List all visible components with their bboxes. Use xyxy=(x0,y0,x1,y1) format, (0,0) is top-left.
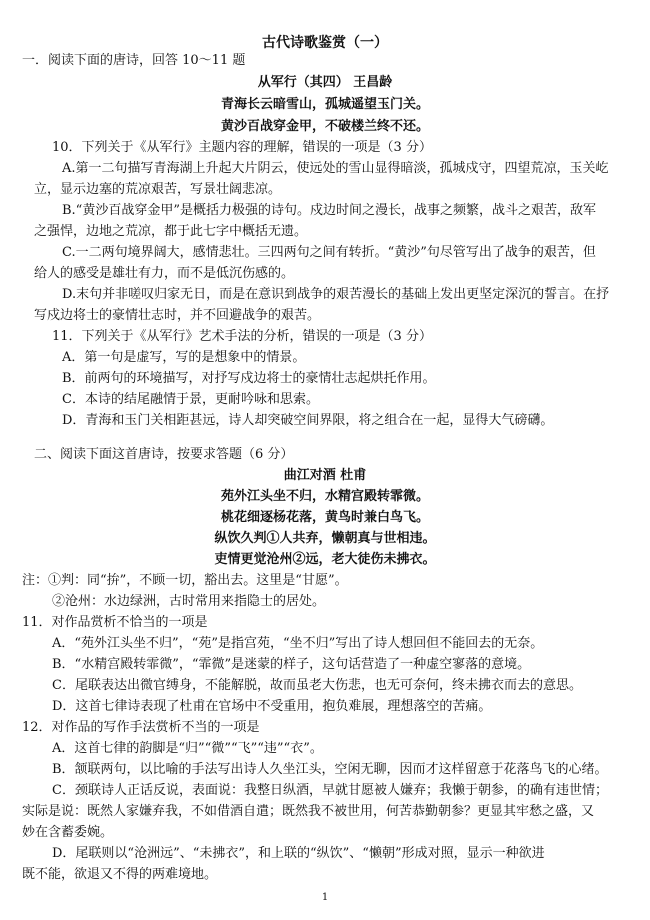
q12-stem: 12．对作品的写作手法赏析不当的一项是 xyxy=(22,720,260,735)
q11a-option-d: D．青海和玉门关相距甚远，诗人却突破空间界限，将之组合在一起，显得大气磅礴。 xyxy=(62,413,554,428)
q10-option-b-cont: 之强悍，边地之荒凉，都于此七字中概括无遗。 xyxy=(34,224,308,239)
q10-option-d: D.末句并非嗟叹归家无日，而是在意识到战争的艰苦漫长的基础上发出更坚定深沉的誓言。在抒 xyxy=(62,287,610,302)
note-1: 注：①判：同“拚”，不顾一切，豁出去。这里是“甘愿”。 xyxy=(22,573,348,588)
q10-option-a-cont: 立，显示边塞的荒凉艰苦，写景壮阔悲凉。 xyxy=(34,182,282,197)
document-title: 古代诗歌鉴赏（一） xyxy=(262,35,388,51)
poem2-line-3: 纵饮久判①人共弃，懒朝真与世相违。 xyxy=(214,531,436,546)
poem1-line-2: 黄沙百战穿金甲，不破楼兰终不还。 xyxy=(220,119,429,134)
q10-stem: 10．下列关于《从军行》主题内容的理解，错误的一项是（3 分） xyxy=(52,140,432,155)
page-number: 1 xyxy=(321,892,329,903)
q12-option-c-cont-1: 实际是说：既然人家嫌弃我，不如借酒自遣；既然我不被世用，何苦恭勤朝参？更显其牢愁之盛，又 xyxy=(22,804,595,819)
q11b-option-c: C．尾联表达出微官缚身，不能解脱，故而虽老大伤悲，也无可奈何，终未拂衣而去的意思。 xyxy=(52,678,582,693)
q11a-option-a: A．第一句是虚写，写的是想象中的情景。 xyxy=(62,350,306,365)
q12-option-c: C．颈联诗人正话反说，表面说：我整日纵酒，早就甘愿被人嫌弃；我懒于朝参，的确有违世情； xyxy=(52,783,608,798)
poem2-title: 曲江对酒 杜甫 xyxy=(283,468,367,483)
q11a-stem: 11．下列关于《从军行》艺术手法的分析，错误的一项是（3 分） xyxy=(52,329,432,344)
q10-option-b: B.“黄沙百战穿金甲”是概括力极强的诗句。戍边时间之漫长，战事之频繁，战斗之艰苦，敌军 xyxy=(62,203,596,218)
section1-heading: 一．阅读下面的唐诗，回答 10～11 题 xyxy=(22,53,246,68)
poem2-line-4: 吏情更觉沧州②远，老大徒伤未拂衣。 xyxy=(214,552,436,567)
q11b-option-b: B．“水精宫殿转霏微”，“霏微”是迷蒙的样子，这句话营造了一种虚空寥落的意境。 xyxy=(52,657,531,672)
q12-option-b: B．颔联两句，以比喻的手法写出诗人久坐江头，空闲无聊，因而才这样留意于花落鸟飞的心绪。 xyxy=(52,762,608,777)
poem1-line-1: 青海长云暗雪山，孤城遥望玉门关。 xyxy=(220,97,429,112)
poem1-title: 从军行（其四） 王昌龄 xyxy=(257,75,393,90)
q11b-option-a: A．“苑外江头坐不归”，“苑”是指宫苑，“坐不归”写出了诗人想回但不能回去的无奈。 xyxy=(52,636,544,651)
q12-option-d-cont: 既不能，欲退又不得的两难境地。 xyxy=(22,867,218,882)
q11a-option-b: B．前两句的环境描写，对抒写戍边将士的豪情壮志起烘托作用。 xyxy=(62,371,436,386)
q12-option-d: D．尾联则以“沧洲远”、“未拂衣”，和上联的“纵饮”、“懒朝”形成对照，显示一种欲进 xyxy=(52,846,545,861)
q10-option-a: A.第一二句描写青海湖上升起大片阴云，使远处的雪山显得暗淡，孤城戍守，四望荒凉，玉关屹 xyxy=(62,161,609,176)
poem2-line-1: 苑外江头坐不归，水精宫殿转霏微。 xyxy=(220,489,429,504)
q12-option-c-cont-2: 妙在含蓄委婉。 xyxy=(22,825,114,840)
q10-option-c-cont: 给人的感受是雄壮有力，而不是低沉伤感的。 xyxy=(34,266,295,281)
q11b-stem: 11．对作品赏析不恰当的一项是 xyxy=(22,615,208,630)
q10-option-d-cont: 写戍边将士的豪情壮志时，并不回避战争的艰苦。 xyxy=(34,308,321,323)
section2-heading: 二、阅读下面这首唐诗，按要求答题（6 分） xyxy=(34,447,294,462)
q12-option-a: A．这首七律的韵脚是“归”“微”“飞”“违”“衣”。 xyxy=(52,741,323,756)
note-2: ②沧州：水边绿洲，古时常用来指隐士的居处。 xyxy=(52,594,326,609)
q11a-option-c: C．本诗的结尾融情于景，更耐吟咏和思索。 xyxy=(62,392,319,407)
q10-option-c: C.一二两句境界阔大，感情悲壮。三四两句之间有转折。“黄沙”句尽管写出了战争的艰苦，但 xyxy=(62,245,596,260)
q11b-option-d: D．这首七律诗表现了杜甫在官场中不受重用，抱负难展，理想落空的苦痛。 xyxy=(52,699,492,714)
poem2-line-2: 桃花细逐杨花落，黄鸟时兼白鸟飞。 xyxy=(220,510,429,525)
